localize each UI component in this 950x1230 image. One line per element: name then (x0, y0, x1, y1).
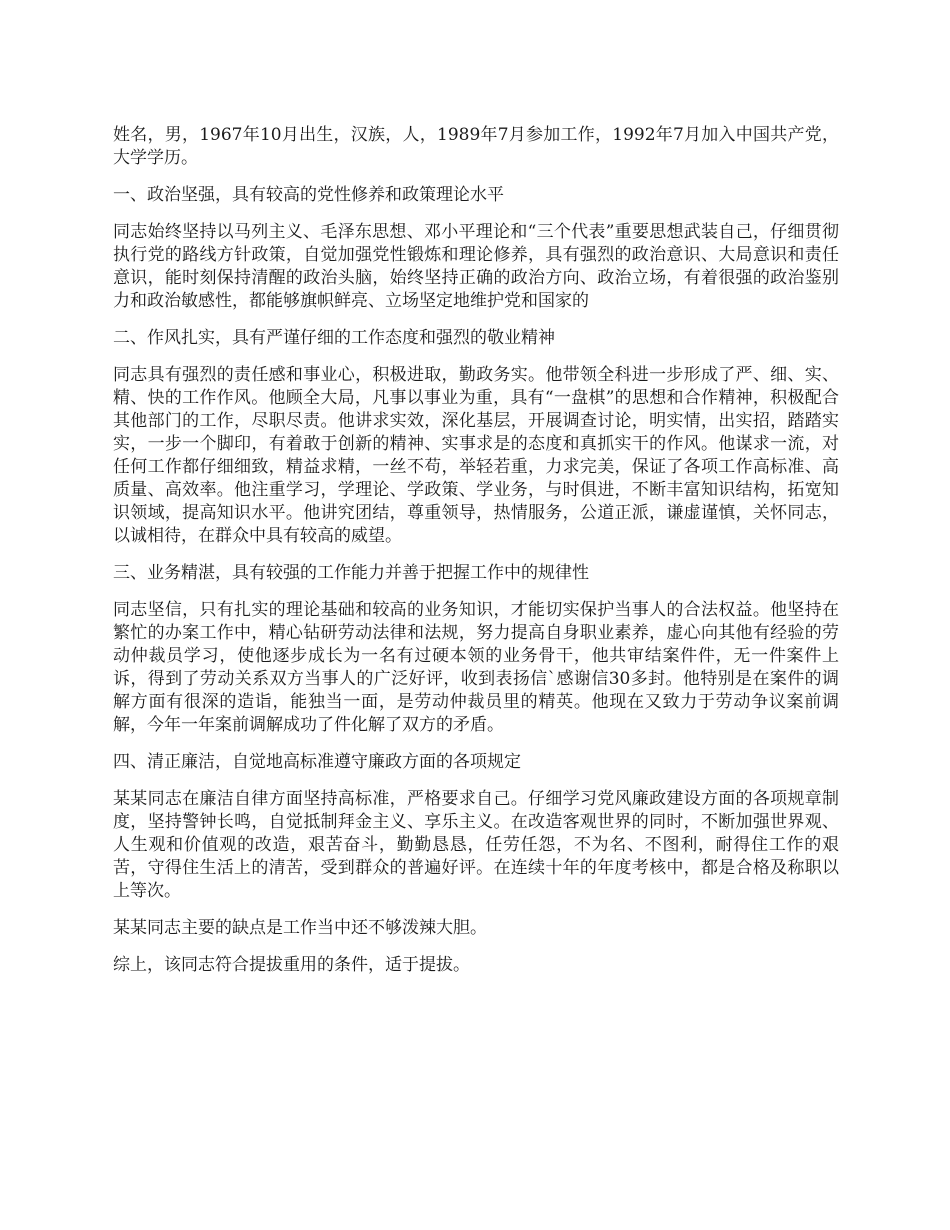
section-heading-expertise: 三、业务精湛，具有较强的工作能力并善于把握工作中的规律性 (113, 563, 589, 583)
section-body-expertise: 同志坚信，只有扎实的理论基础和较高的业务知识，才能切实保护当事人的合法权益。他坚持在繁忙的办案工作中，精心钻研劳动法律和法规，努力提高自身职业素养，虚心向其他有经验的劳动仲裁员学习，使他逐步成长为一名有过硬本领的业务骨干，他共审结案件件，无一件案件上诉，得到了劳动关系双方当事人的广泛好评，收到表扬信`感谢信30多封。他特别是在案件的调解方面有很深的造诣，能独当一面，是劳动仲裁员里的精英。他现在又致力于劳动争议案前调解，今年一年案前调解成功了件化解了双方的矛盾。 (113, 600, 839, 735)
document-body (113, 124, 839, 991)
section-heading-political: 一、政治坚强，具有较高的党性修养和政策理论水平 (113, 185, 504, 205)
shortcomings-paragraph: 某某同志主要的缺点是工作当中还不够泼辣大胆。 (113, 918, 487, 938)
section-heading-integrity: 四、清正廉洁，自觉地高标准遵守廉政方面的各项规定 (113, 752, 521, 772)
section-body-integrity: 某某同志在廉洁自律方面坚持高标准，严格要求自己。仔细学习党风廉政建设方面的各项规章制度，坚持警钟长鸣，自觉抵制拜金主义、享乐主义。在改造客观世界的同时，不断加强世界观、人生观和价值观的改造，艰苦奋斗，勤勤恳恳，任劳任怨，不为名、不图利，耐得住工作的艰苦，守得住生活上的清苦，受到群众的普遍好评。在连续十年的年度考核中，都是合格及称职以上等次。 (113, 789, 839, 901)
conclusion-paragraph: 综上，该同志符合提拔重用的条件，适于提拔。 (113, 955, 470, 975)
section-body-work-style: 同志具有强烈的责任感和事业心，积极进取，勤政务实。他带领全科进一步形成了严、细、实、精、快的工作作风。他顾全大局，凡事以事业为重，具有“一盘棋”的思想和合作精神，积极配合其他部门的工作，尽职尽责。他讲求实效，深化基层，开展调查讨论，明实情，出实招，踏踏实实，一步一个脚印，有着敢于创新的精神、实事求是的态度和真抓实干的作风。他谋求一流，对任何工作都仔细细致，精益求精，一丝不苟，举轻若重，力求完美，保证了各项工作高标准、高质量、高效率。他注重学习，学理论、学政策、学业务，与时俱进，不断丰富知识结构，拓宽知识领域，提高知识水平。他讲究团结，尊重领导，热情服务，公道正派，谦虚谨慎，关怀同志，以诚相待，在群众中具有较高的威望。 (113, 365, 839, 546)
intro-paragraph: 姓名，男，1967年10月出生，汉族，人，1989年7月参加工作，1992年7月加入中国共产党，大学学历。 (113, 125, 839, 168)
section-body-political: 同志始终坚持以马列主义、毛泽东思想、邓小平理论和“三个代表”重要思想武装自己，仔细贯彻执行党的路线方针政策，自觉加强党性锻炼和理论修养，具有强烈的政治意识、大局意识和责任意识，能时刻保持清醒的政治头脑，始终坚持正确的政治方向、政治立场，有着很强的政治鉴别力和政治敏感性，都能够旗帜鲜亮、立场坚定地维护党和国家的 (113, 222, 839, 311)
section-heading-work-style: 二、作风扎实，具有严谨仔细的工作态度和强烈的敬业精神 (113, 328, 555, 348)
